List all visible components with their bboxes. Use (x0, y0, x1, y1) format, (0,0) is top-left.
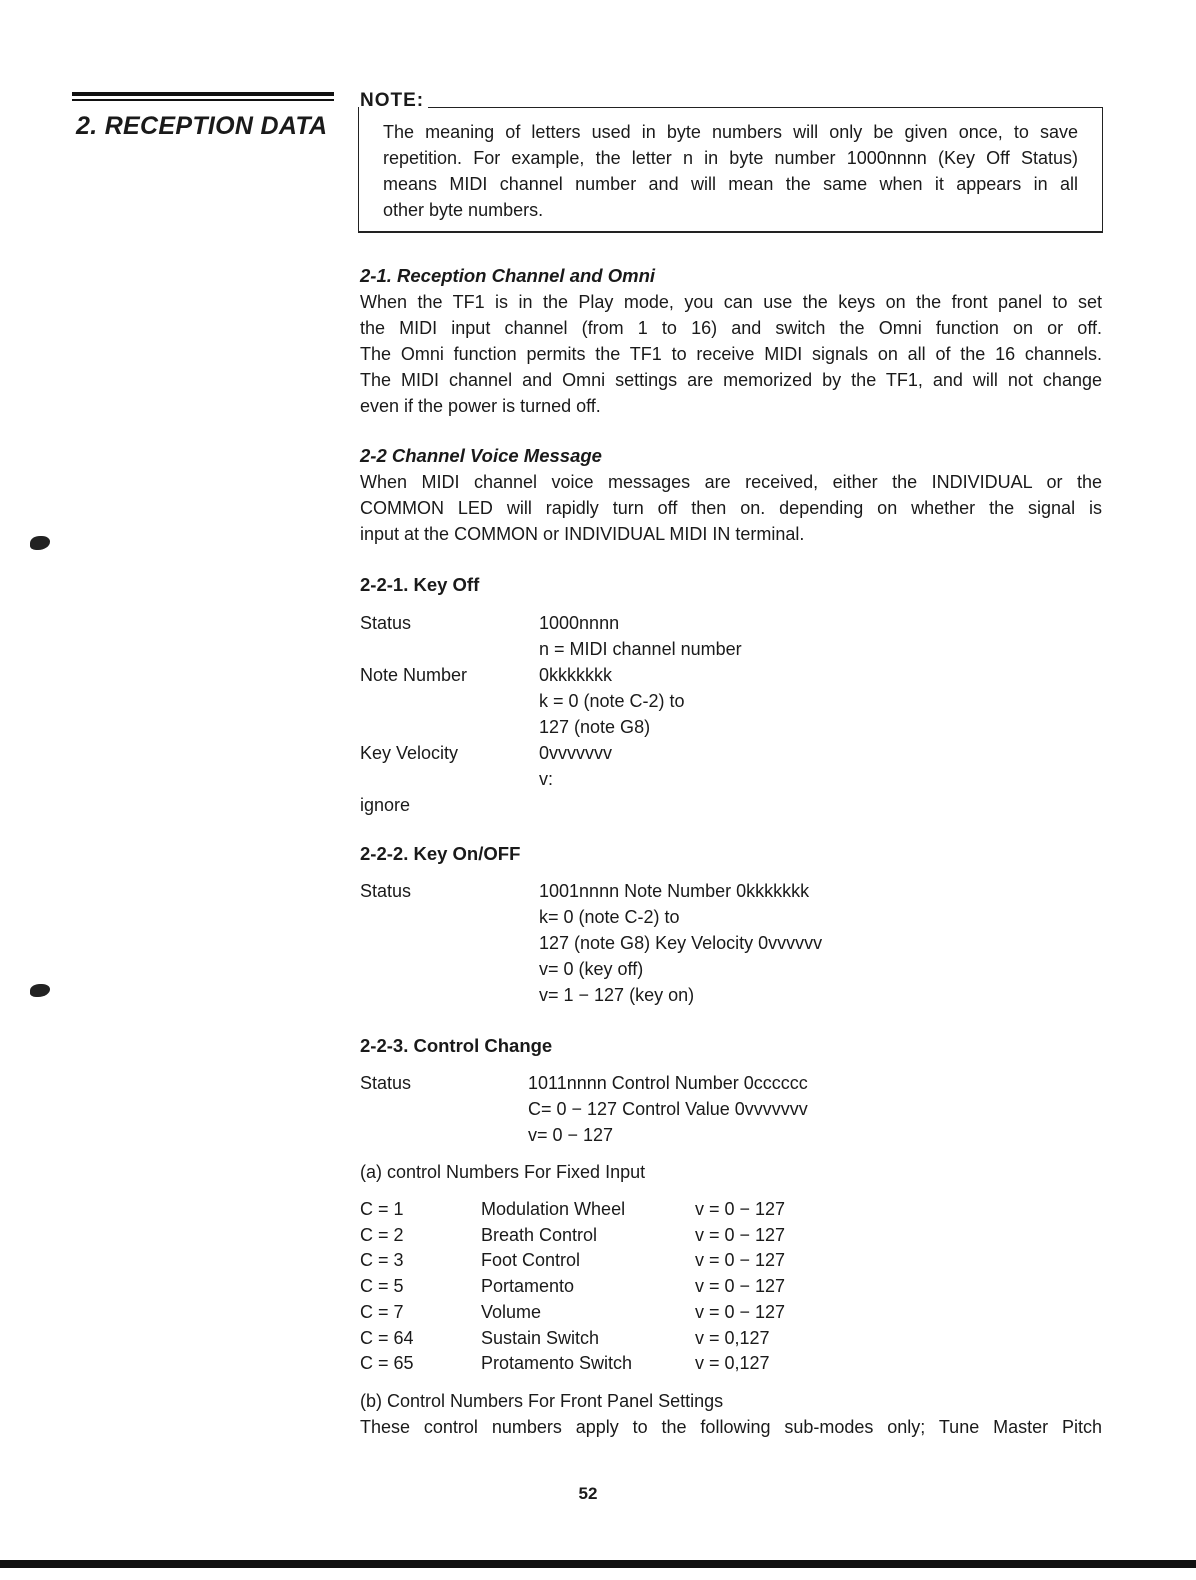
value-range: v = 0,127 (695, 1327, 770, 1348)
note-line: means MIDI channel number and will mean the same when it appears in all (383, 174, 1078, 194)
field-label (360, 636, 467, 662)
field-label (360, 688, 467, 714)
section-heading: 2-1. Reception Channel and Omni (360, 265, 656, 286)
note-line: The meaning of letters used in byte numbers will only be given once, to save (383, 122, 1078, 142)
paragraph-line: The MIDI channel and Omni settings are memorized by the TF1, and will not change (360, 370, 1102, 390)
section-heading: 2-2-2. Key On/OFF (360, 843, 521, 864)
bottom-scan-border (0, 1560, 1196, 1568)
field-value: 1000nnnn (539, 613, 620, 633)
value-range: v = 0,127 (695, 1353, 770, 1374)
control-name: Modulation Wheel (481, 1199, 626, 1219)
control-number: C = 2 (360, 1224, 404, 1245)
note-line: repetition. For example, the letter n in byte number 1000nnnn (Key Off Status) (383, 148, 1078, 168)
table-row (0, 1299, 1196, 1325)
field-label (360, 714, 467, 740)
field-value: v= 0 (key off) (539, 959, 644, 979)
control-name: Breath Control (481, 1224, 598, 1245)
control-number: C = 5 (360, 1276, 404, 1297)
field-value: v= 0 − 127 (528, 1125, 614, 1145)
paragraph-line: The Omni function permits the TF1 to receive MIDI signals on all of the 16 channels. (360, 344, 1102, 364)
field-label: Note Number (360, 665, 468, 685)
control-number: C = 65 (360, 1353, 414, 1374)
field-value: v= 1 − 127 (key on) (539, 985, 695, 1005)
value-range: v = 0 − 127 (695, 1301, 786, 1322)
field-value: k= 0 (note C-2) to (539, 907, 680, 927)
field-value: v: (539, 769, 554, 789)
note-line: other byte numbers. (383, 200, 544, 220)
key-off-values (539, 610, 742, 792)
control-name: Sustain Switch (481, 1327, 600, 1348)
section-2-1 (360, 263, 1102, 419)
control-name: Protamento Switch (481, 1353, 633, 1374)
section-heading: 2-2-1. Key Off (360, 574, 480, 595)
control-number: C = 7 (360, 1301, 404, 1322)
paragraph-line: COMMON LED will rapidly turn off then on. depending on whether the signal is (360, 498, 1102, 518)
field-value: 1001nnnn Note Number 0kkkkkkk (539, 881, 810, 901)
field-label: Status (360, 1073, 412, 1093)
section-2-2 (360, 443, 1102, 547)
control-name: Volume (481, 1301, 542, 1322)
table-row (0, 1196, 1196, 1222)
field-value: 127 (note G8) (539, 717, 651, 737)
table-row (0, 1325, 1196, 1351)
field-label: Key Velocity (360, 743, 459, 763)
field-value: n = MIDI channel number (539, 639, 742, 659)
scan-smudge (30, 536, 50, 550)
field-value: 0kkkkkkk (539, 665, 613, 685)
control-name: Foot Control (481, 1250, 581, 1271)
section-heading: 2-2 Channel Voice Message (360, 445, 602, 466)
paragraph-line: the MIDI input channel (from 1 to 16) and switch the Omni function on or off. (360, 318, 1102, 338)
note-text (383, 119, 1078, 223)
control-name: Portamento (481, 1276, 575, 1297)
paragraph-line: When the TF1 is in the Play mode, you can use the keys on the front panel to set (360, 292, 1102, 312)
header-rule-thin (72, 99, 334, 101)
page-number: 52 (578, 1484, 598, 1503)
paragraph-line: input at the COMMON or INDIVIDUAL MIDI IN terminal. (360, 524, 805, 544)
subheading-a: (a) control Numbers For Fixed Input (360, 1162, 646, 1182)
table-row (0, 1247, 1196, 1273)
table-row (0, 1350, 1196, 1376)
field-value: 127 (note G8) Key Velocity 0vvvvvv (539, 933, 823, 953)
control-number: C = 1 (360, 1199, 404, 1219)
scan-smudge (30, 984, 50, 997)
value-range: v = 0 − 127 (695, 1276, 786, 1297)
value-range: v = 0 − 127 (695, 1250, 786, 1271)
control-number: C = 3 (360, 1250, 404, 1271)
paragraph-line: When MIDI channel voice messages are received, either the INDIVIDUAL or the (360, 472, 1102, 492)
control-number: C = 64 (360, 1327, 414, 1348)
field-value: 0vvvvvvv (539, 743, 613, 763)
header-rule-thick (72, 92, 334, 96)
field-label: ignore (360, 795, 411, 815)
paragraph-line: even if the power is turned off. (360, 396, 601, 416)
table-row (0, 1222, 1196, 1248)
section-title: 2. RECEPTION DATA (76, 112, 328, 140)
section-heading: 2-2-3. Control Change (360, 1035, 553, 1056)
field-value: k = 0 (note C-2) to (539, 691, 685, 711)
field-value: C= 0 − 127 Control Value 0vvvvvvv (528, 1099, 808, 1119)
note-label: NOTE: (360, 90, 425, 111)
table-row (0, 1273, 1196, 1299)
field-label (360, 766, 467, 792)
subheading-b: (b) Control Numbers For Front Panel Settings (360, 1391, 724, 1411)
field-label: Status (360, 881, 412, 901)
key-on-values (539, 878, 822, 1008)
field-value: 1011nnnn Control Number 0cccccc (528, 1073, 808, 1093)
paragraph-line: These control numbers apply to the following sub-modes only; Tune Master Pitch (360, 1417, 1102, 1437)
field-label: Status (360, 613, 412, 633)
value-range: v = 0 − 127 (695, 1199, 786, 1219)
key-off-labels (360, 610, 467, 818)
value-range: v = 0 − 127 (695, 1224, 786, 1245)
control-change-values (528, 1070, 808, 1148)
